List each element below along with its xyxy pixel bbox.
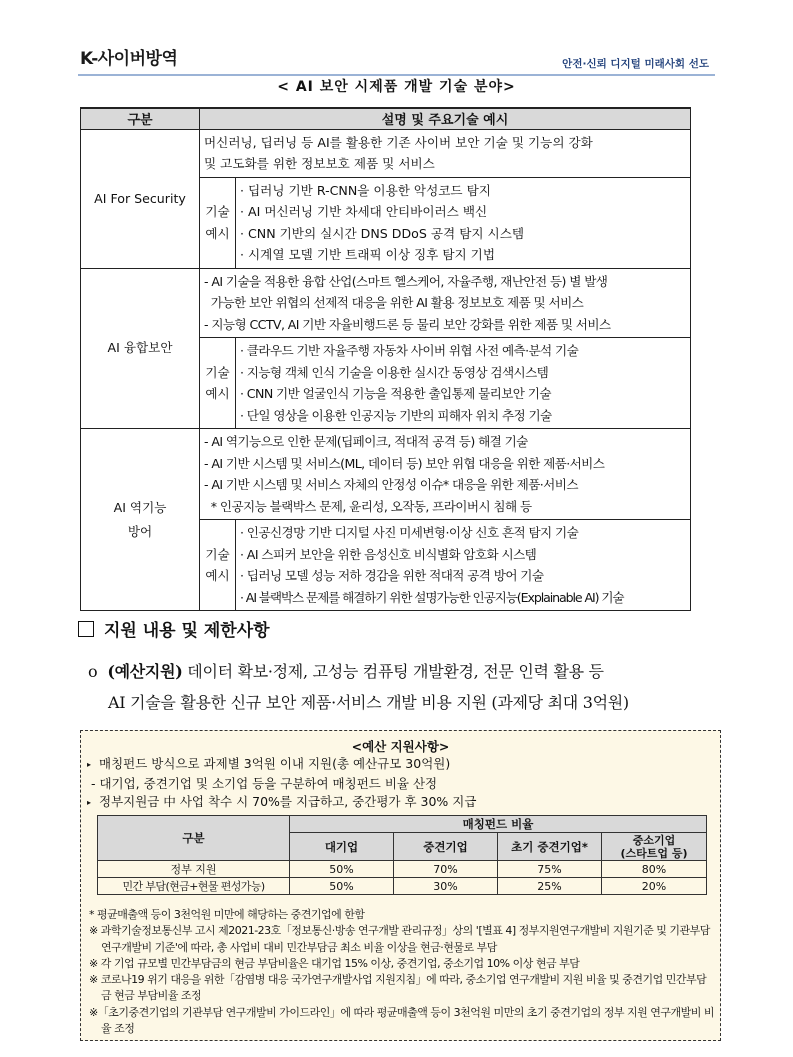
ai-security-field-table bbox=[80, 107, 691, 611]
table-cell: 30% bbox=[394, 878, 498, 895]
table-row bbox=[81, 129, 691, 177]
description-line: 머신러닝, 딥러닝 등 AI를 활용한 기존 사이버 보안 기술 및 기능의 강화 bbox=[204, 134, 593, 150]
note-item: ※「초기중견기업의 기관부담 연구개발비 가이드라인」에 따라 평균매출액 등이 3천억원 미만의 초기 중견기업의 정부 지원 연구개발비 비율 조정 bbox=[89, 1005, 714, 1036]
budget-line-text: 정부지원금 中 사업 착수 시 70%를 지급하고, 중간평가 후 30% 지급 bbox=[99, 794, 477, 809]
budget-notes bbox=[89, 907, 714, 1037]
tech-example-list bbox=[236, 520, 691, 611]
category-label: AI 융합보안 bbox=[107, 340, 173, 356]
budget-support-box bbox=[80, 730, 721, 1041]
budget-box-title: <예산 지원사항> bbox=[351, 739, 450, 754]
tech-label-line: 예시 bbox=[205, 225, 230, 241]
list-item: · CNN 기반의 실시간 DNS DDoS 공격 탐지 시스템 bbox=[240, 225, 525, 241]
description-line: 가능한 보안 위협의 선제적 대응을 위한 AI 활용 정보보호 제품 및 서비스 bbox=[204, 295, 584, 310]
column-sme bbox=[602, 833, 707, 861]
row-label: 정부 지원 bbox=[98, 861, 290, 878]
table-row bbox=[98, 861, 707, 878]
category-cell bbox=[81, 129, 200, 268]
header-description: 설명 및 주요기술 예시 bbox=[200, 108, 691, 129]
description-line: * 인공지능 블랙박스 문제, 윤리성, 오작동, 프라이버시 침해 등 bbox=[204, 498, 532, 514]
table-cell: 25% bbox=[498, 878, 602, 895]
category-cell bbox=[81, 268, 200, 429]
table-header-row bbox=[81, 108, 691, 129]
table-cell: 70% bbox=[394, 861, 498, 878]
tech-label-line: 예시 bbox=[205, 386, 230, 401]
table-cell: 20% bbox=[602, 878, 707, 895]
category-label: 방어 bbox=[127, 523, 153, 539]
matching-fund-table bbox=[97, 815, 707, 895]
tech-label-line: 기술 bbox=[205, 204, 230, 219]
tech-example-list bbox=[236, 177, 691, 268]
list-item: · 단일 영상을 이용한 인공지능 기반의 피해자 위치 추정 기술 bbox=[240, 407, 552, 423]
support-heading-text: 지원 내용 및 제한사항 bbox=[104, 621, 270, 641]
list-item: · CNN 기반 얼굴인식 기능을 적용한 출입통제 물리보안 기술 bbox=[240, 386, 551, 401]
tech-label-line: 예시 bbox=[205, 568, 230, 583]
brand-text: K-사이버방역 bbox=[80, 49, 178, 69]
note-item: ※ 코로나19 위기 대응을 위한「감염병 대응 국가연구개발사업 지원지침」에 따라, 중소기업 연구개발비 지원 비율 및 중견기업 민간부담금 현금 부담비율 조정 bbox=[89, 973, 707, 1003]
tech-label-line: 기술 bbox=[205, 364, 230, 380]
paragraph-line-2: AI 기술을 활용한 신규 보안 제품·서비스 개발 비용 지원 (과제당 최대 3억원) bbox=[108, 693, 629, 712]
column-early-midsize-company: 초기 중견기업* bbox=[498, 833, 602, 861]
description-line: - AI 역기능으로 인한 문제(딥페이크, 적대적 공격 등) 해결 기술 bbox=[204, 434, 528, 449]
sme-col-line: (스타트업 등) bbox=[620, 846, 688, 860]
row-label: 민간 부담(현금+현물 편성가능) bbox=[98, 878, 290, 895]
category-label: AI 역기능 bbox=[113, 499, 167, 515]
brand-logo bbox=[80, 44, 177, 69]
list-item: · AI 머신러닝 기반 차세대 안티바이러스 백신 bbox=[240, 204, 488, 219]
column-midsize-company: 중견기업 bbox=[394, 833, 498, 861]
section-title: < AI 보안 시제품 개발 기술 분야> bbox=[277, 79, 516, 95]
description-line: 및 고도화를 위한 정보보호 제품 및 서비스 bbox=[204, 156, 435, 171]
description-line: - AI 기반 시스템 및 서비스(ML, 데이터 등) 보안 위협 대응을 위한 제품·서비스 bbox=[204, 455, 605, 471]
tech-example-label bbox=[200, 338, 236, 429]
budget-line-text: - 대기업, 중견기업 및 소기업 등을 구분하여 매칭펀드 비율 산정 bbox=[87, 775, 438, 791]
tech-example-label bbox=[200, 177, 236, 268]
list-item: · AI 블랙박스 문제를 해결하기 위한 설명가능한 인공지능(Explainable AI) 기술 bbox=[240, 589, 624, 605]
note-item: * 평균매출액 등이 3천억원 미만에 해당하는 중견기업에 한함 bbox=[89, 908, 365, 921]
budget-line bbox=[87, 775, 476, 794]
description-line: - AI 기술을 적용한 융합 산업(스마트 헬스케어, 자율주행, 재난안전 등) 별 발생 bbox=[204, 273, 608, 289]
matching-header-group: 매칭펀드 비율 bbox=[290, 816, 707, 833]
table-cell: 50% bbox=[290, 878, 394, 895]
table-row bbox=[98, 878, 707, 895]
description-cell bbox=[200, 429, 691, 520]
column-large-company: 대기업 bbox=[290, 833, 394, 861]
tech-example-label bbox=[200, 520, 236, 611]
triangle-bullet-icon: ▸ bbox=[87, 760, 92, 769]
budget-paragraph bbox=[88, 656, 728, 718]
list-item: · 지능형 객체 인식 기술을 이용한 실시간 동영상 검색시스템 bbox=[240, 364, 549, 380]
description-cell bbox=[200, 268, 691, 338]
list-item: · AI 스피커 보안을 위한 음성신호 비식별화 암호화 시스템 bbox=[240, 546, 537, 562]
note-item: ※ 과학기술정보통신부 고시 제2021-23호「정보통신·방송 연구개발 관리규정」상의 '[별표 4] 정부지원연구개발비 지원기준 및 기관부담연구개발비 기준'에 따라, 총 사업비 대비 민간부담금 최소 비율 이상을 현금·현물로 부담 bbox=[89, 924, 710, 954]
support-section-heading bbox=[78, 616, 270, 641]
category-cell bbox=[81, 429, 200, 611]
table-row bbox=[81, 429, 691, 520]
checkbox-square-icon bbox=[78, 621, 94, 637]
table-cell: 75% bbox=[498, 861, 602, 878]
list-item: · 시계열 모델 기반 트래픽 이상 징후 탐지 기법 bbox=[240, 247, 496, 262]
table-cell: 50% bbox=[290, 861, 394, 878]
list-item: · 클라우드 기반 자율주행 자동차 사이버 위협 사전 예측·분석 기술 bbox=[240, 343, 579, 358]
matching-header-category: 구분 bbox=[98, 816, 290, 861]
description-cell bbox=[200, 129, 691, 177]
note-item: ※ 각 기업 규모별 민간부담금의 현금 부담비율은 대기업 15% 이상, 중견기업, 중소기업 10% 이상 현금 부담 bbox=[89, 956, 580, 970]
bullet-marker: o bbox=[88, 662, 98, 681]
list-item: · 인공신경망 기반 디지털 사진 미세변형·이상 신호 흔적 탐지 기술 bbox=[240, 525, 579, 540]
budget-line-text: 매칭펀드 방식으로 과제별 3억원 이내 지원(총 예산규모 30억원) bbox=[99, 756, 451, 771]
description-line: - AI 기반 시스템 및 서비스 자체의 안정성 이슈* 대응을 위한 제품·서비스 bbox=[204, 477, 578, 492]
budget-line bbox=[87, 755, 476, 775]
paragraph-lead: (예산지원) bbox=[107, 662, 183, 681]
list-item: · 딥러닝 모델 성능 저하 경감을 위한 적대적 공격 방어 기술 bbox=[240, 568, 544, 583]
paragraph-line-1 bbox=[88, 656, 728, 687]
sme-col-line: 중소기업 bbox=[632, 833, 676, 847]
paragraph-text: 데이터 확보·정제, 고성능 컴퓨팅 개발환경, 전문 인력 활용 등 bbox=[182, 662, 604, 681]
budget-line bbox=[87, 793, 476, 813]
triangle-bullet-icon: ▸ bbox=[87, 798, 92, 807]
header-category: 구분 bbox=[81, 108, 200, 129]
budget-box-lines bbox=[87, 755, 476, 813]
header-tagline: 안전·신뢰 디지털 미래사회 선도 bbox=[562, 58, 709, 70]
list-item: · 딥러닝 기반 R-CNN을 이용한 악성코드 탐지 bbox=[240, 182, 491, 198]
description-line: - 지능형 CCTV, AI 기반 자율비행드론 등 물리 보안 강화를 위한 제품 및 서비스 bbox=[204, 316, 611, 332]
tech-label-line: 기술 bbox=[205, 546, 230, 562]
tech-example-list bbox=[236, 338, 691, 429]
matching-header-row bbox=[98, 816, 707, 833]
table-cell: 80% bbox=[602, 861, 707, 878]
category-label: AI For Security bbox=[94, 190, 186, 206]
table-row bbox=[81, 268, 691, 338]
